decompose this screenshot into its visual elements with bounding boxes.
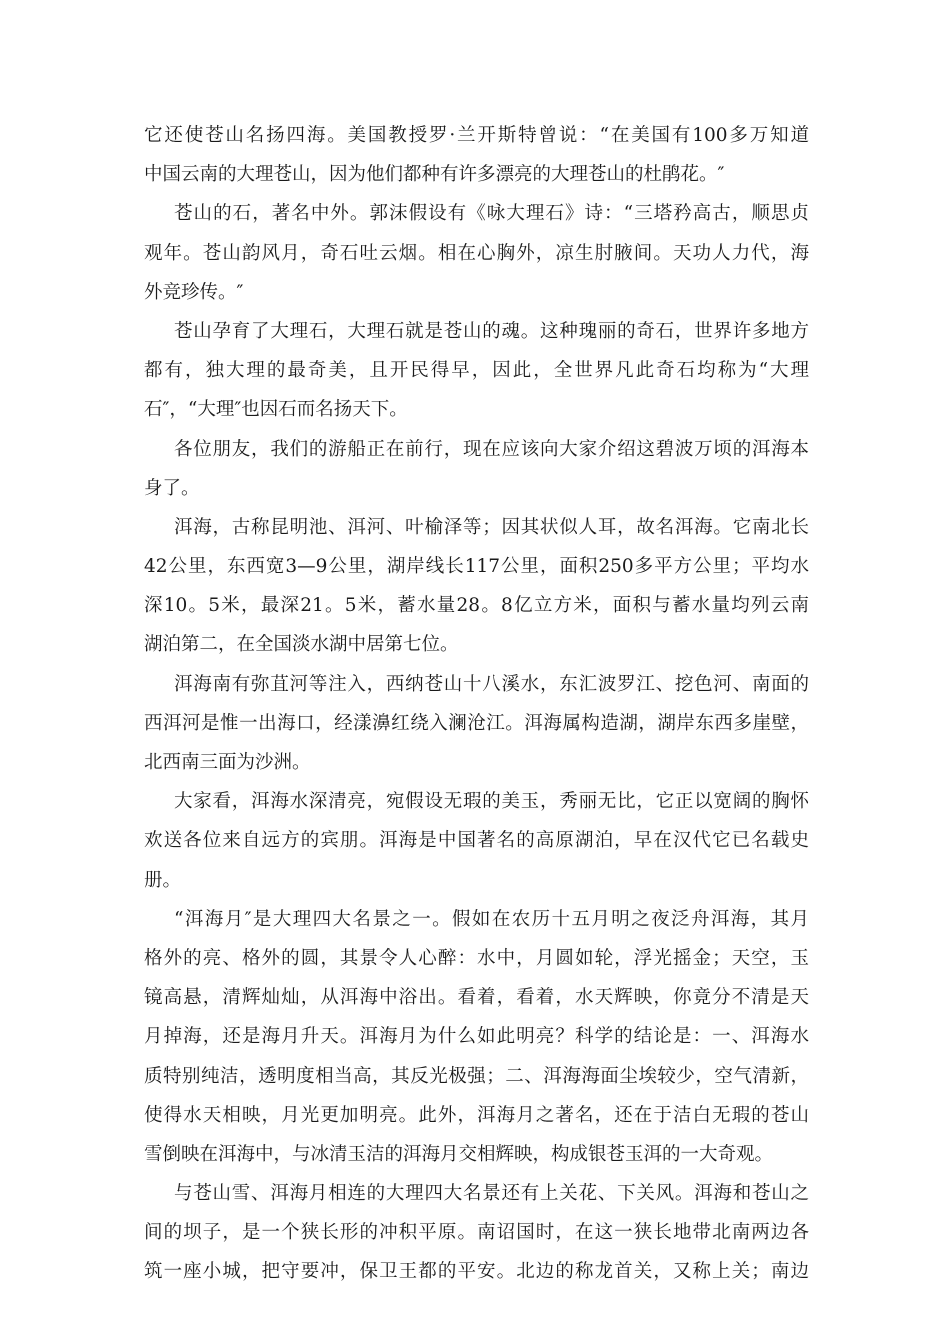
- text-line: 筑一座小城，把守要冲，保卫王都的平安。北边的称龙首关，又称上关；南边: [144, 1261, 809, 1283]
- paragraph: [144, 1174, 809, 1292]
- text-line: 北西南三面为沙洲。: [144, 752, 311, 773]
- text-line: 苍山的石，著名中外。郭沫假设有《咏大理石》诗：“三塔矜高古，顺思贞: [174, 203, 809, 225]
- text-line: 欢送各位来自远方的宾朋。洱海是中国著名的高原湖泊，早在汉代它已名载史: [144, 830, 809, 852]
- text-line: 石″，“大理″也因石而名扬天下。: [144, 399, 408, 421]
- text-line: 洱海南有弥苴河等注入，西纳苍山十八溪水，东汇波罗江、挖色河、南面的: [174, 673, 809, 695]
- text-line: 42公里，东西宽3—9公里，湖岸线长117公里，面积250多平方公里；平均水: [144, 556, 809, 578]
- text-line: 各位朋友，我们的游船正在前行，现在应该向大家介绍这碧波万顷的洱海本: [174, 438, 809, 460]
- text-line: 雪倒映在洱海中，与冰清玉洁的洱海月交相辉映，构成银苍玉洱的一大奇观。: [144, 1143, 774, 1165]
- text-line: 质特别纯洁，透明度相当高，其反光极强；二、洱海海面尘埃较少，空气清新，: [144, 1065, 809, 1087]
- paragraph: [144, 194, 809, 312]
- text-line: 册。: [144, 869, 182, 891]
- paragraph: [144, 900, 809, 1174]
- paragraph: [144, 116, 809, 194]
- paragraph: [144, 782, 809, 900]
- text-line: 格外的亮、格外的圆，其景令人心醉：水中，月圆如轮，浮光摇金；天空，玉: [144, 947, 809, 969]
- text-line: 身了。: [144, 477, 200, 499]
- text-line: 深10。5米，最深21。5米，蓄水量28。8亿立方米，面积与蓄水量均列云南: [144, 595, 809, 617]
- text-line: 湖泊第二，在全国淡水湖中居第七位。: [144, 634, 459, 656]
- text-line: 大家看，洱海水深清亮，宛假设无瑕的美玉，秀丽无比，它正以宽阔的胸怀: [174, 791, 809, 813]
- text-line: 中国云南的大理苍山，因为他们都种有许多漂亮的大理苍山的杜鹃花。″: [144, 164, 725, 186]
- text-line: 洱海，古称昆明池、洱河、叶榆泽等；因其状似人耳，故名洱海。它南北长: [174, 516, 809, 538]
- text-line: 间的坝子，是一个狭长形的冲积平原。南诏国时，在这一狭长地带北南两边各: [144, 1222, 809, 1244]
- document-body: [144, 116, 809, 1292]
- paragraph: [144, 508, 809, 665]
- paragraph: [144, 312, 809, 430]
- text-line: 与苍山雪、洱海月相连的大理四大名景还有上关花、下关风。洱海和苍山之: [174, 1183, 809, 1205]
- text-line: 西洱河是惟一出海口，经漾濞红绕入澜沧江。洱海属构造湖，湖岸东西多崖壁，: [144, 712, 809, 734]
- text-line: 月掉海，还是海月升天。洱海月为什么如此明亮？科学的结论是：一、洱海水: [144, 1026, 809, 1048]
- text-line: 镜高悬，清辉灿灿，从洱海中浴出。看着，看着，水天辉映，你竟分不清是天: [144, 987, 809, 1009]
- text-line: 都有，独大理的最奇美，且开民得早，因此，全世界凡此奇石均称为“大理: [144, 360, 809, 382]
- text-line: 观年。苍山韵风月，奇石吐云烟。相在心胸外，凉生肘腋间。天功人力代，海: [144, 242, 809, 264]
- paragraph: [144, 665, 809, 783]
- text-line: “洱海月″是大理四大名景之一。假如在农历十五月明之夜泛舟洱海，其月: [174, 908, 809, 930]
- text-line: 使得水天相映，月光更加明亮。此外，洱海月之著名，还在于洁白无瑕的苍山: [144, 1104, 809, 1126]
- text-line: 苍山孕育了大理石，大理石就是苍山的魂。这种瑰丽的奇石，世界许多地方: [174, 320, 809, 342]
- text-line: 它还使苍山名扬四海。美国教授罗·兰开斯特曾说：“在美国有100多万知道: [144, 125, 809, 146]
- paragraph: [144, 430, 809, 508]
- text-line: 外竞珍传。″: [144, 281, 244, 303]
